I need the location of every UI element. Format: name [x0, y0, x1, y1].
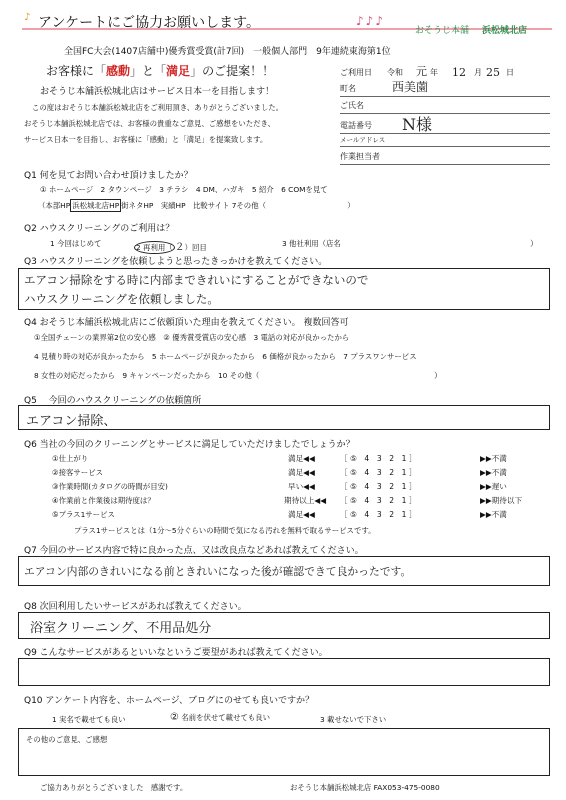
proposal-heading: お客様に「感動」と「満足」のご提案！！: [46, 64, 275, 78]
music-note-icon: ♪: [24, 12, 31, 23]
q8-answer: 浴室クリーニング、不用品処分: [30, 621, 212, 636]
q6-rating-scale[interactable]: ［ ⑤ 4 3 2 1 ］: [340, 482, 417, 491]
q6-right-anchor: ▶▶不満: [480, 510, 507, 519]
q6-left-anchor: 早い◀◀: [288, 482, 315, 491]
q9-question: Q9 こんなサービスがあるといいなというご要望があれば教えてください。: [24, 648, 328, 658]
q10-question: Q10 アンケート内容を、ホームページ、ブログにのせても良いですか？: [24, 696, 314, 706]
footer-shop-fax: おそうじ本舗浜松城北店 FAX053-475-0080: [290, 783, 440, 792]
selected-option-branch-hp[interactable]: 浜松城北店HP: [72, 201, 120, 210]
q4-options-line-1: ①全国チェーンの業界第2位の安心感 ② 優秀賞受賞店の安心感 3 電話の対応が良かったから: [34, 333, 350, 342]
q6-left-anchor: 期待以上◀◀: [284, 496, 327, 505]
q6-right-anchor: ▶▶不満: [480, 454, 507, 463]
q7-answer: エアコン内部のきれいになる前ときれいになった後が確認できて良かったです。: [24, 565, 412, 578]
q6-row-label: ②接客サービス: [52, 468, 103, 477]
q1-options: ① ホームページ 2 タウンページ 3 チラシ 4 DM、ハガキ 5 紹介 6 COMを見て: [40, 185, 328, 194]
q8-question: Q8 次回利用したいサービスがあれば教えてください。: [24, 602, 247, 612]
q2-option-3[interactable]: 3 他社利用（店名: [282, 239, 341, 248]
q6-rating-scale[interactable]: ［ ⑤ 4 3 2 1 ］: [340, 454, 417, 463]
q3-question: Q3 ハウスクリーニングを依頼しようと思ったきっかけを教えてください。: [24, 257, 328, 267]
q10-option-3[interactable]: 3 載せないで下さい: [320, 715, 387, 724]
q6-row-label: ③作業時間(カタログの時間が目安): [52, 482, 168, 491]
footer-thanks: ご協力ありがとうございました 感謝です。: [40, 783, 188, 792]
q2-question: Q2 ハウスクリーニングのご利用は？: [24, 224, 175, 234]
branch-name: 浜松城北店: [482, 26, 528, 36]
mission-text: おそうじ本舗浜松城北店はサービス日本一を目指します！: [40, 87, 275, 97]
page-title: アンケートにご協力お願いします。: [38, 15, 261, 31]
town-field[interactable]: 町名 西美薗: [340, 80, 550, 97]
q6-left-anchor: 満足◀◀: [288, 454, 315, 463]
q6-right-anchor: ▶▶遅い: [480, 482, 507, 491]
q3-answer-line-2: ハウスクリーニングを依頼しました。: [24, 292, 219, 306]
q7-question: Q7 今回のサービス内容で特に良かった点、又は改良点などあれば教えてください。: [24, 546, 364, 556]
award-text: 全国FC大会(1407店舗中)優秀賞受賞(計7回) 一般個人部門 9年連続東海第1位: [64, 47, 391, 57]
q6-rating-scale[interactable]: ［ ⑤ 4 3 2 1 ］: [340, 496, 417, 505]
q5-answer: エアコン掃除、: [26, 414, 117, 429]
q6-row-label: ⑤プラス1サービス: [52, 510, 115, 519]
q9-answer-box[interactable]: [18, 658, 550, 686]
q2-option-2[interactable]: 2 再利用（ ２）回目: [136, 242, 207, 253]
q6-row-label: ①仕上がり: [52, 454, 89, 463]
email-field[interactable]: メールアドレス: [340, 134, 550, 147]
q5-question: Q5 今回のハウスクリーニングの依頼箇所: [24, 396, 202, 406]
q4-options-line-3: 8 女性の対応だったから 9 キャンペーンだったから 10 その他（: [34, 371, 260, 380]
other-comments-label: その他のご意見、ご感想: [26, 735, 108, 744]
music-notes-icon: ♪♪♪: [356, 14, 385, 28]
q2-option-1[interactable]: 1 今回はじめて: [50, 239, 102, 248]
q4-question: Q4 おそうじ本舗浜松城北店にご依頼頂いた理由を教えてください。 複数回答可: [24, 318, 349, 328]
q1-question: Q1 何を見てお問い合わせ頂けましたか？: [24, 171, 193, 181]
intro-line-2: おそうじ本舗浜松城北店では、お客様の貴重なご意見、ご感想をいただき、: [24, 119, 275, 128]
q1-sub-options: （本部HP 浜松城北店HP 街ネタHP 実績HP 比較サイト 7その他（ ）: [38, 201, 355, 210]
q3-answer-line-1: エアコン掃除をする時に内部まできれいにすることができないので: [24, 273, 369, 287]
q6-left-anchor: 満足◀◀: [288, 510, 315, 519]
company-logo: おそうじ本舗: [415, 26, 470, 36]
q6-right-anchor: ▶▶期待以下: [480, 496, 523, 505]
q6-right-anchor: ▶▶不満: [480, 468, 507, 477]
q10-option-1[interactable]: 1 実名で載せても良い: [52, 715, 126, 724]
q6-row-label: ④作業前と作業後は期待度は？: [52, 496, 155, 505]
usage-date-field[interactable]: ご利用日 令和 元 年 12 月 25 日: [340, 65, 514, 79]
q10-option-2[interactable]: ② 名前を伏せて載せても良い: [170, 712, 271, 723]
q4-close-paren: ）: [434, 371, 442, 380]
intro-line-1: この度はおそうじ本舗浜松城北店をご利用頂き、ありがとうございました。: [32, 103, 283, 112]
q4-options-line-2: 4 見積り時の対応が良かったから 5 ホームページが良かったから 6 価格が良かったから 7 プラスワンサービス: [34, 352, 417, 361]
q6-rating-scale[interactable]: ［ ⑤ 4 3 2 1 ］: [340, 510, 417, 519]
intro-line-3: サービス日本一を目指し、お客様に「感動」と「満足」を提案致します。: [24, 135, 268, 144]
q6-question: Q6 当社の今回のクリーニングとサービスに満足していただけましたでしょうか？: [24, 440, 355, 450]
q6-left-anchor: 満足◀◀: [288, 468, 315, 477]
q6-note: プラス1サービスとは（1分～5分ぐらいの時間で気になる汚れを無料で取るサービスです。: [74, 526, 376, 535]
name-field[interactable]: ご氏名: [340, 97, 550, 114]
staff-field[interactable]: 作業担当者: [340, 148, 550, 165]
q6-rating-scale[interactable]: ［ ⑤ 4 3 2 1 ］: [340, 468, 417, 477]
q2-close-paren: ）: [530, 239, 538, 248]
phone-field[interactable]: 電話番号 N様: [340, 114, 550, 134]
